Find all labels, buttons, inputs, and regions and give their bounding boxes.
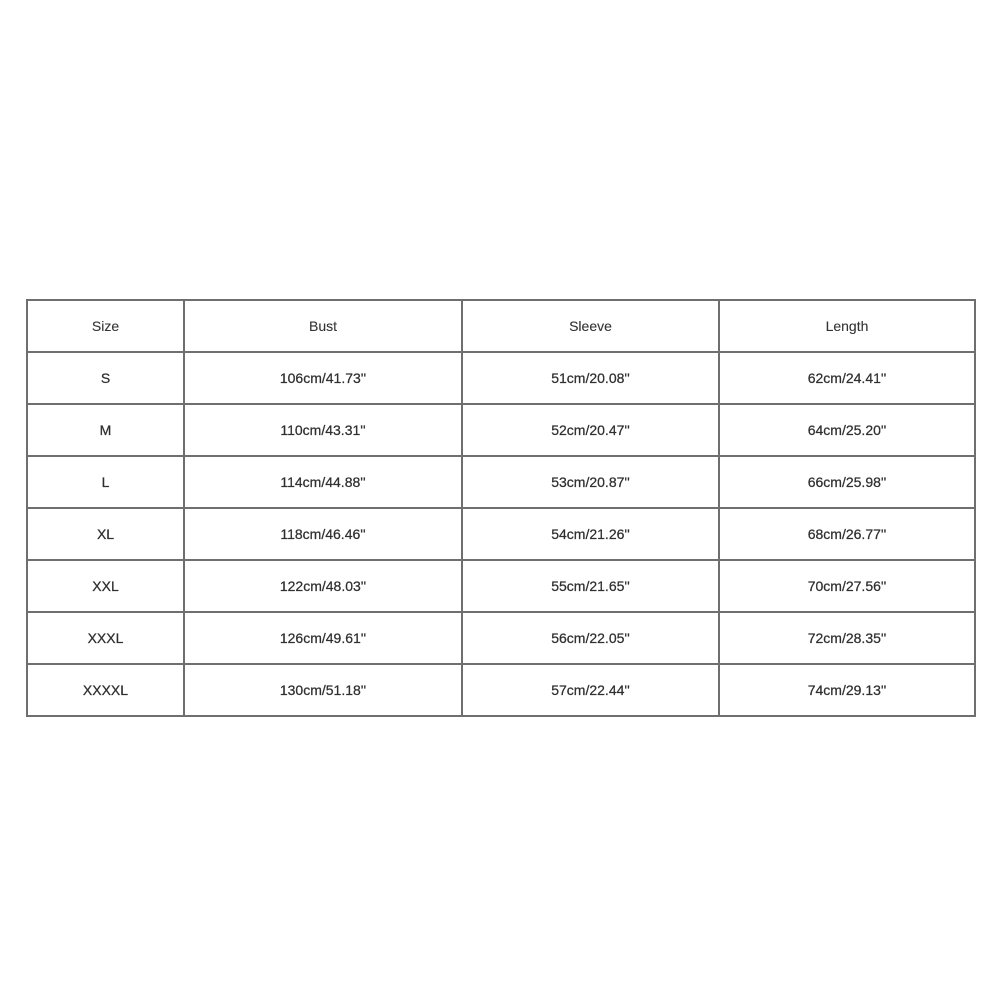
header-cell-bust: Bust [184, 300, 462, 352]
bust-cell: 110cm/43.31'' [184, 404, 462, 456]
header-cell-size: Size [27, 300, 184, 352]
size-cell: XXL [27, 560, 184, 612]
table-row [27, 560, 975, 612]
sleeve-cell: 52cm/20.47'' [462, 404, 719, 456]
length-cell: 68cm/26.77'' [719, 508, 975, 560]
table-row [27, 404, 975, 456]
size-cell: M [27, 404, 184, 456]
bust-cell: 122cm/48.03'' [184, 560, 462, 612]
size-cell: L [27, 456, 184, 508]
sleeve-cell: 55cm/21.65'' [462, 560, 719, 612]
bust-cell: 118cm/46.46'' [184, 508, 462, 560]
size-cell: S [27, 352, 184, 404]
table-row [27, 456, 975, 508]
length-cell: 66cm/25.98'' [719, 456, 975, 508]
length-cell: 72cm/28.35'' [719, 612, 975, 664]
size-cell: XXXL [27, 612, 184, 664]
sleeve-cell: 51cm/20.08'' [462, 352, 719, 404]
size-cell: XXXXL [27, 664, 184, 716]
size-chart-table [26, 299, 976, 717]
bust-cell: 106cm/41.73'' [184, 352, 462, 404]
sleeve-cell: 54cm/21.26'' [462, 508, 719, 560]
header-cell-length: Length [719, 300, 975, 352]
bust-cell: 114cm/44.88'' [184, 456, 462, 508]
length-cell: 70cm/27.56'' [719, 560, 975, 612]
length-cell: 62cm/24.41'' [719, 352, 975, 404]
table-row [27, 612, 975, 664]
size-cell: XL [27, 508, 184, 560]
table-row [27, 508, 975, 560]
table-header-row [27, 300, 975, 352]
table-row [27, 352, 975, 404]
sleeve-cell: 56cm/22.05'' [462, 612, 719, 664]
sleeve-cell: 57cm/22.44'' [462, 664, 719, 716]
length-cell: 64cm/25.20'' [719, 404, 975, 456]
table-row [27, 664, 975, 716]
sleeve-cell: 53cm/20.87'' [462, 456, 719, 508]
bust-cell: 126cm/49.61'' [184, 612, 462, 664]
length-cell: 74cm/29.13'' [719, 664, 975, 716]
bust-cell: 130cm/51.18'' [184, 664, 462, 716]
header-cell-sleeve: Sleeve [462, 300, 719, 352]
